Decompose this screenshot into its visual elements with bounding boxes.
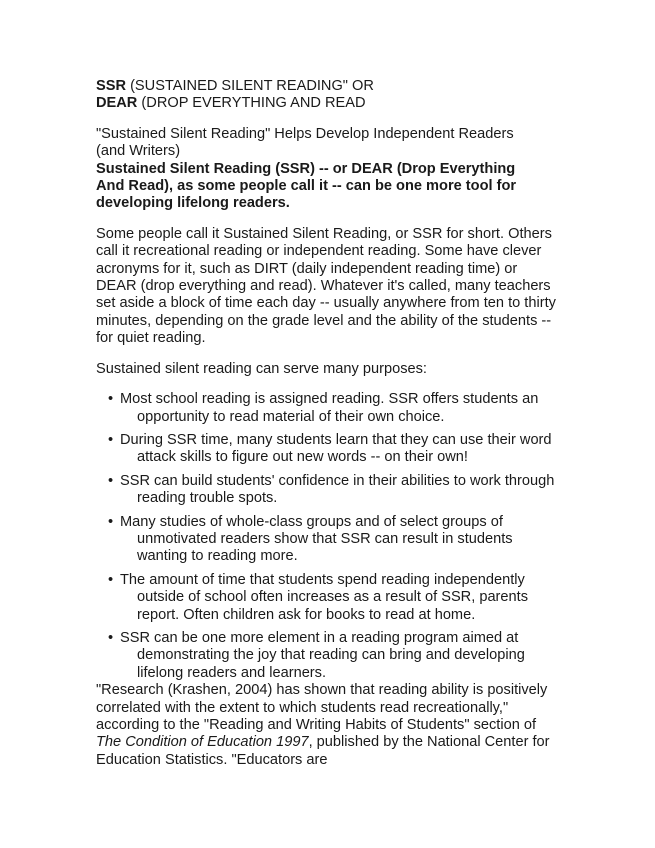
bullet-icon: •: [108, 513, 114, 530]
heading-line-1: [96, 78, 566, 95]
heading-dear-rest: (DROP EVERYTHING AND READ: [137, 95, 366, 112]
quote-before: "Research (Krashen, 2004) has shown that reading ability is positively correlated with the extent to which students read recreationally," according to the "Reading and Writing Habits of Students" section of: [96, 682, 548, 733]
bullet-icon: •: [108, 391, 114, 408]
list-item: [96, 473, 566, 508]
document-body: [96, 78, 566, 769]
heading-dear: DEAR: [96, 95, 138, 112]
list-item: [96, 514, 566, 566]
bullet-icon: •: [108, 472, 114, 489]
quote-paragraph: [96, 682, 558, 769]
list-item-text: SSR can be one more element in a reading program aimed at demonstrating the joy that reading can bring and developing lifelong readers and learners.: [120, 629, 525, 681]
subtitle: "Sustained Silent Reading" Helps Develop Independent Readers (and Writers): [96, 125, 514, 160]
bullet-icon: •: [108, 629, 114, 646]
purposes-intro: Sustained silent reading can serve many purposes:: [96, 360, 427, 377]
list-item: [96, 432, 566, 467]
purposes-list: [96, 391, 566, 682]
publication-title: The Condition of Education 1997: [96, 734, 309, 751]
list-item-text: Many studies of whole-class groups and of select groups of unmotivated readers show that SSR can result in students wanting to reading more.: [120, 513, 513, 565]
lead-paragraph: Sustained Silent Reading (SSR) -- or DEAR (Drop Everything And Read), as some people call it -- can be one more tool for developing lifelong readers.: [96, 160, 517, 212]
list-item: [96, 630, 566, 682]
heading-line-2: [96, 95, 566, 112]
list-item-text: During SSR time, many students learn that they can use their word attack skills to figure out new words -- on their own!: [120, 431, 552, 466]
heading-ssr: SSR: [96, 78, 127, 94]
heading-ssr-rest: (SUSTAINED SILENT READING" OR: [126, 78, 374, 94]
list-item: [96, 391, 566, 426]
list-item-text: Most school reading is assigned reading. SSR offers students an opportunity to read material of their own choice.: [120, 391, 539, 425]
list-item-text: The amount of time that students spend reading independently outside of school often increases as a result of SSR, parents report. Often children ask for books to read at home.: [120, 571, 529, 623]
list-item: [96, 572, 566, 624]
list-item-text: SSR can build students' confidence in their abilities to work through reading trouble spots.: [120, 472, 555, 507]
bullet-icon: •: [108, 571, 114, 588]
intro-paragraph: Some people call it Sustained Silent Reading, or SSR for short. Others call it recreational reading or independent reading. Some have clever acronyms for it, such as DIRT (daily independent reading time) or DEAR (drop everything and read). Whatever it's called, many teachers set aside a block of time each day -- usually anywhere from ten to thirty minutes, depending on the grade level and the ability of the students -- for quiet reading.: [96, 225, 556, 347]
bullet-icon: •: [108, 431, 114, 448]
quote-after: , published by the National Center for Education Statistics. "Educators are: [96, 734, 550, 768]
